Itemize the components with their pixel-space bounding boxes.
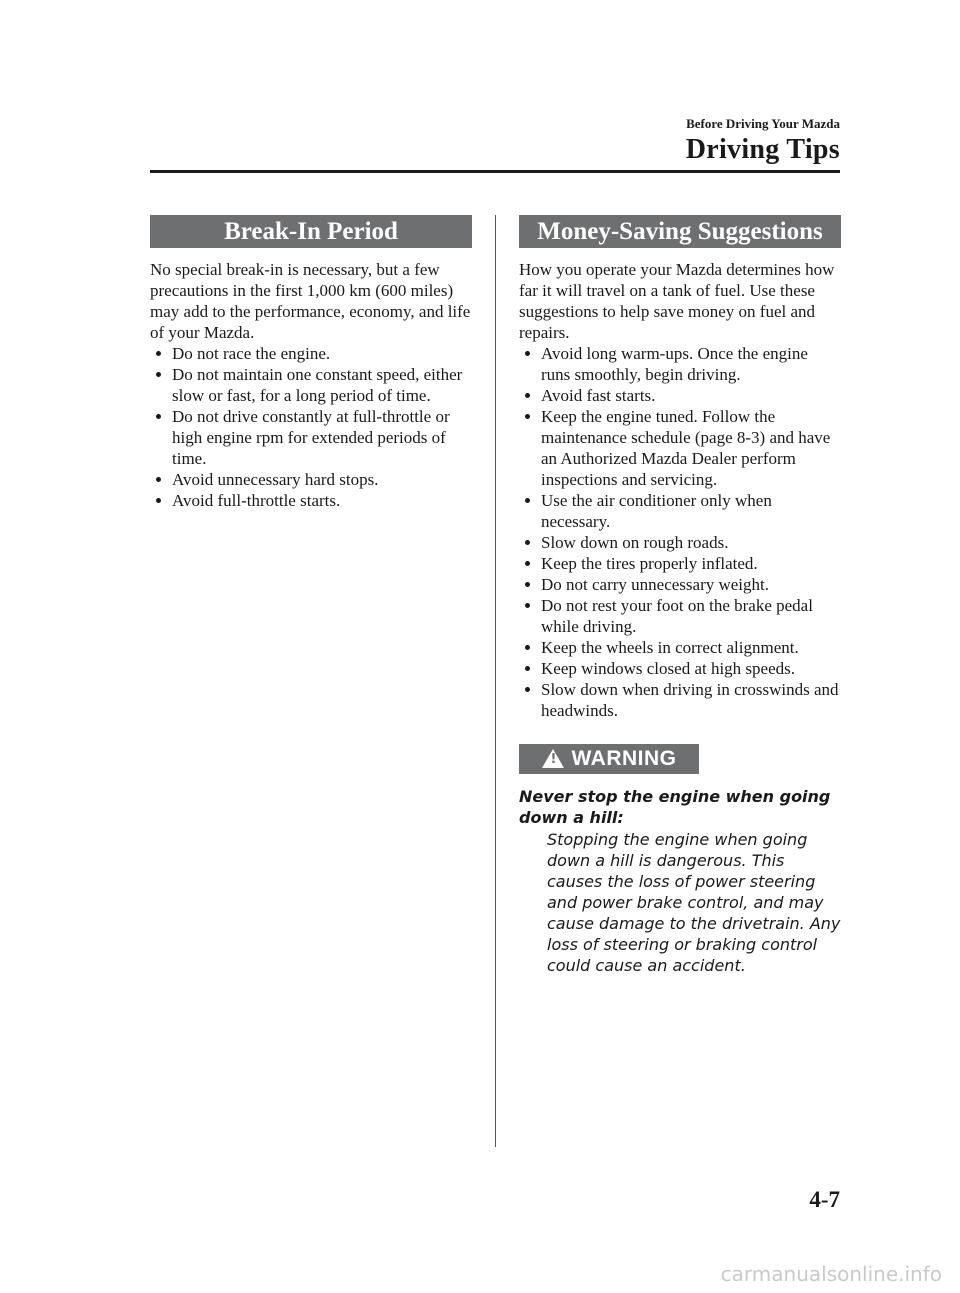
list-item: Do not rest your foot on the brake pedal while driving. <box>519 595 841 637</box>
list-item: Avoid unnecessary hard stops. <box>150 469 472 490</box>
bullet-icon <box>156 372 161 377</box>
list-item: Keep the tires properly inflated. <box>519 553 841 574</box>
money-saving-column <box>519 215 841 976</box>
warning-badge <box>519 744 699 774</box>
list-item: Use the air conditioner only when necessary. <box>519 490 841 532</box>
money-saving-intro: How you operate your Mazda determines how far it will travel on a tank of fuel. Use these suggestions to help save money on fuel and repairs. <box>519 260 835 342</box>
bullet-icon <box>525 393 530 398</box>
header-rule <box>150 170 840 173</box>
list-item: Slow down when driving in crosswinds and headwinds. <box>519 679 841 721</box>
bullet-icon <box>156 414 161 419</box>
warning-body: Stopping the engine when going down a hill is dangerous. This causes the loss of power steering and power brake control, and may cause damage to the drivetrain. Any loss of steering or braking control could cause an accident. <box>547 830 841 975</box>
list-item: Keep the engine tuned. Follow the maintenance schedule (page 8-3) and have an Authorized Mazda Dealer perform inspections and servicing. <box>519 406 841 490</box>
bullet-icon <box>525 582 530 587</box>
bullet-icon <box>156 477 161 482</box>
money-saving-list <box>519 343 841 721</box>
break-in-heading: Break-In Period <box>150 215 472 248</box>
bullet-icon <box>156 351 161 356</box>
warning-label: WARNING <box>571 747 677 770</box>
break-in-intro: No special break-in is necessary, but a few precautions in the first 1,000 km (600 miles) may add to the performance, economy, and life of your Mazda. <box>150 260 471 342</box>
bullet-icon <box>156 498 161 503</box>
list-item: Do not race the engine. <box>150 343 472 364</box>
list-item: Do not maintain one constant speed, either slow or fast, for a long period of time. <box>150 364 472 406</box>
list-item: Avoid long warm-ups. Once the engine runs smoothly, begin driving. <box>519 343 841 385</box>
list-item: Do not drive constantly at full-throttle or high engine rpm for extended periods of time. <box>150 406 472 469</box>
chapter-title: Driving Tips <box>685 134 840 165</box>
page-number: 4-7 <box>809 1187 840 1212</box>
warning-triangle-icon: ! <box>542 749 564 768</box>
list-item: Avoid full-throttle starts. <box>150 490 472 511</box>
bullet-icon <box>525 351 530 356</box>
break-in-list <box>150 343 472 511</box>
list-item: Keep windows closed at high speeds. <box>519 658 841 679</box>
list-item: Do not carry unnecessary weight. <box>519 574 841 595</box>
column-divider <box>495 215 496 1147</box>
money-saving-heading: Money-Saving Suggestions <box>519 215 841 248</box>
bullet-icon <box>525 540 530 545</box>
bullet-icon <box>525 666 530 671</box>
watermark: carmanualsonline.info <box>720 1262 942 1286</box>
list-item: Keep the wheels in correct alignment. <box>519 637 841 658</box>
bullet-icon <box>525 414 530 419</box>
warning-heading: Never stop the engine when going down a hill: <box>519 787 831 827</box>
bullet-icon <box>525 561 530 566</box>
bullet-icon <box>525 687 530 692</box>
bullet-icon <box>525 498 530 503</box>
list-item: Avoid fast starts. <box>519 385 841 406</box>
list-item: Slow down on rough roads. <box>519 532 841 553</box>
break-in-column <box>150 215 472 511</box>
bullet-icon <box>525 645 530 650</box>
header-section-label: Before Driving Your Mazda <box>686 116 840 131</box>
bullet-icon <box>525 603 530 608</box>
